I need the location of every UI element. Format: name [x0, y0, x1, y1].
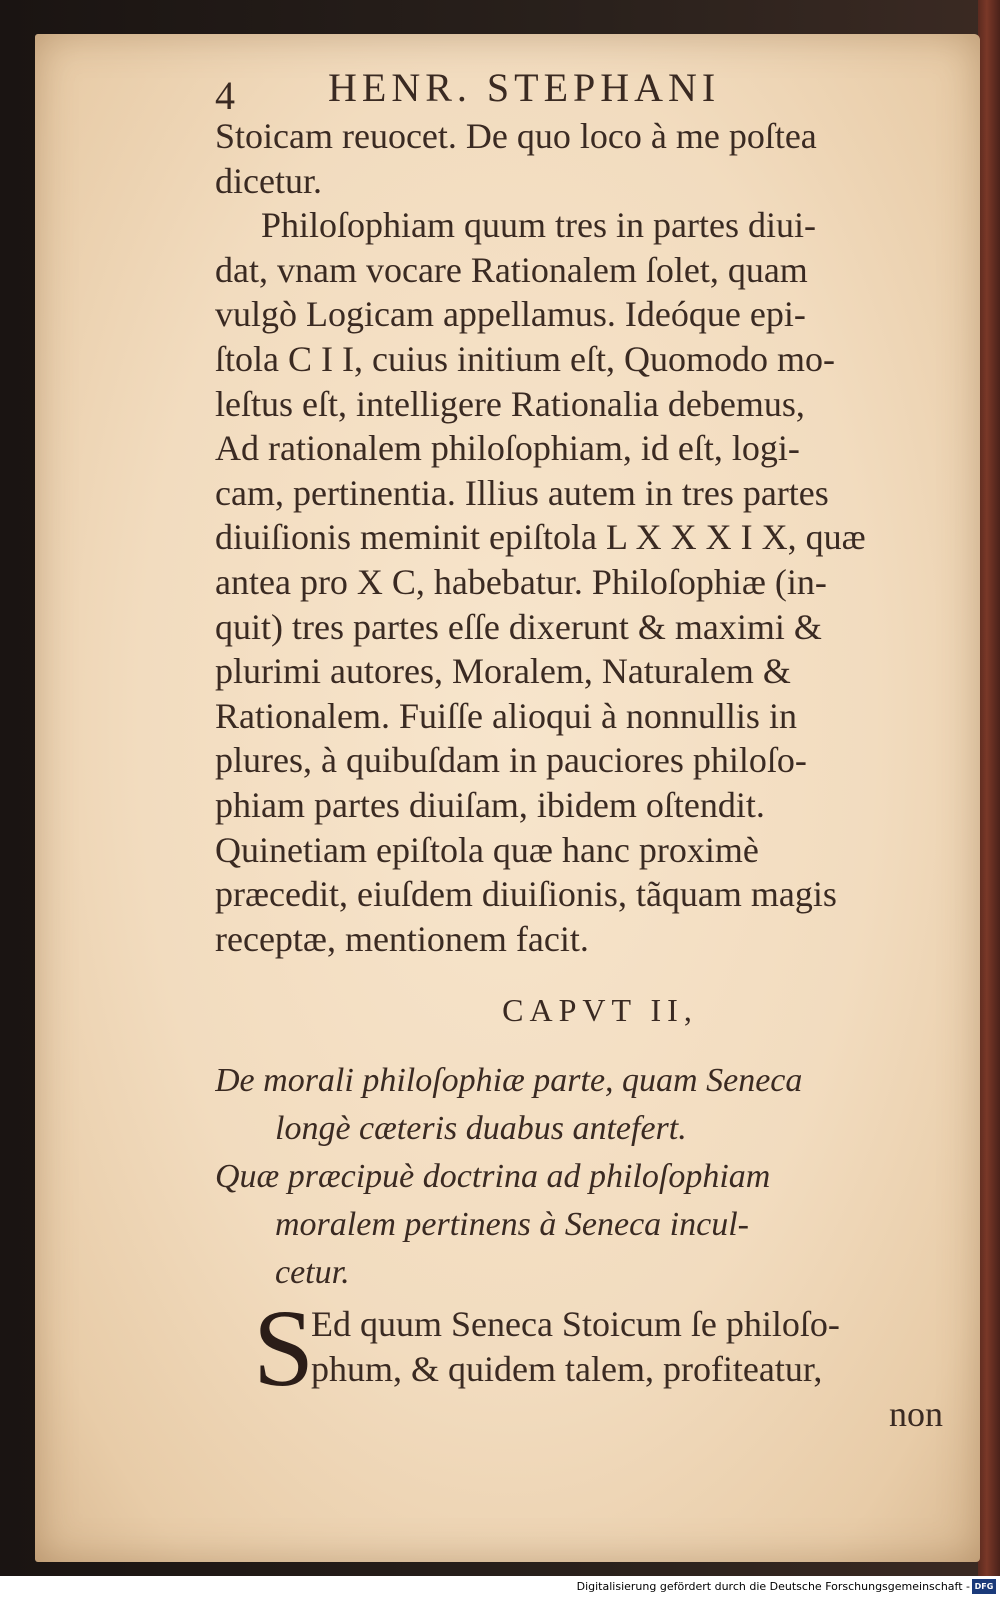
opening-paragraph: [253, 1287, 943, 1437]
chapter-section: [215, 992, 945, 1297]
text-line: quit) tres partes eſſe dixerunt & maximi &: [215, 606, 822, 647]
text-line: ſtola C I I, cuius initium eſt, Quomodo mo-: [215, 338, 835, 379]
text-line: præcedit, eiuſdem diuiſionis, tãquam magis: [215, 874, 837, 915]
text-line: phum, & quidem talem, profiteatur,: [311, 1349, 823, 1389]
text-line: receptæ, mentionem facit.: [215, 918, 589, 959]
text-line: cam, pertinentia. Illius autem in tres partes: [215, 472, 829, 513]
text-line: plurimi autores, Moralem, Naturalem &: [215, 651, 791, 692]
text-line: leſtus eſt, intelligere Rationalia debemus,: [215, 383, 805, 424]
summary-line: longè cæteris duabus antefert.: [275, 1110, 687, 1147]
text-line: Quinetiam epiſtola quæ hanc proximè: [215, 829, 759, 870]
text-line: phiam partes diuiſam, ibidem oſtendit.: [215, 784, 765, 825]
running-head: HENR. STEPHANI: [328, 65, 721, 110]
summary-line: moralem pertinens à Seneca incul-: [275, 1206, 749, 1243]
book-page: [35, 34, 980, 1562]
text-line: vulgò Logicam appellamus. Ideóque epi-: [215, 294, 806, 335]
book-spine: [978, 0, 1000, 1576]
dfg-logo: DFG: [972, 1579, 996, 1594]
drop-cap-initial: S: [253, 1287, 315, 1409]
text-line: antea pro X C, habebatur. Philoſophiæ (in-: [215, 561, 827, 602]
text-line: Philoſophiam quum tres in partes diui-: [261, 205, 816, 246]
text-line: dat, vnam vocare Rationalem ſolet, quam: [215, 249, 808, 290]
summary-line: De morali philoſophiæ parte, quam Seneca: [215, 1062, 803, 1099]
catchword: non: [889, 1394, 943, 1434]
chapter-summary: [215, 1057, 945, 1297]
summary-line: cetur.: [275, 1254, 350, 1291]
text-line: dicetur.: [215, 160, 322, 201]
chapter-heading: CAPVT II,: [502, 992, 698, 1028]
text-line: diuiſionis meminit epiſtola L X X X I X, quæ: [215, 517, 866, 558]
text-line: plures, à quibuſdam in pauciores philoſo-: [215, 740, 807, 781]
text-line: Stoicam reuocet. De quo loco à me poſtea: [215, 116, 817, 156]
summary-line: Quæ præcipuè doctrina ad philoſophiam: [215, 1158, 771, 1195]
footer-bar: [0, 1576, 1000, 1599]
funding-credit: Digitalisierung gefördert durch die Deutsche Forschungsgemeinschaft -: [576, 1580, 970, 1593]
page-header: [215, 54, 920, 118]
page-number: 4: [215, 73, 235, 118]
text-line: Ed quum Seneca Stoicum ſe philoſo-: [311, 1304, 840, 1344]
text-line: Ad rationalem philoſophiam, id eſt, logi-: [215, 428, 800, 469]
body-text: [215, 114, 935, 961]
text-line: Rationalem. Fuiſſe alioqui à nonnullis in: [215, 695, 797, 736]
